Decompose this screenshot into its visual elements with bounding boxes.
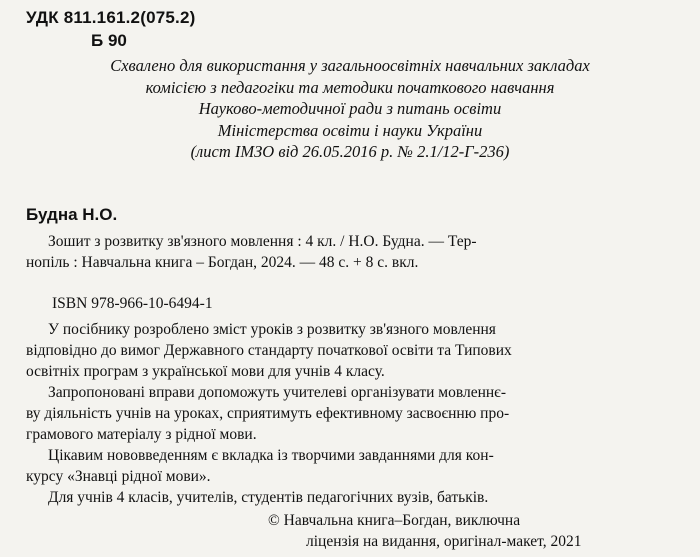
copyright-block [268, 510, 628, 552]
annotation-paragraph-1 [26, 319, 672, 382]
annotation-line: освітніх програм з української мови для учнів 4 класу. [26, 363, 385, 380]
annotation-line: Цікавим нововведенням є вкладка із творчими завданнями для кон- [48, 447, 494, 464]
annotation-paragraph-2 [26, 382, 672, 445]
annotation-line: відповідно до вимог Державного стандарту початкової освіти та Типових [26, 342, 512, 359]
approval-line: Міністерства освіти і науки України [217, 120, 483, 140]
isbn: ISBN 978-966-10-6494-1 [52, 295, 213, 312]
bbk-code: Б 90 [91, 31, 127, 50]
bib-line: нопіль : Навчальна книга – Богдан, 2024. — 48 с. + 8 с. вкл. [26, 254, 419, 271]
annotation-line: грамового матеріалу з рідної мови. [26, 426, 257, 443]
copyright-line: ліцензія на видання, оригінал-макет, 2021 [306, 533, 582, 550]
approval-block [0, 55, 700, 163]
approval-line: Схвалено для використання у загальноосвітніх навчальних закладах [110, 56, 590, 75]
annotation-line: курсу «Знавці рідної мови». [26, 468, 211, 485]
udc-code: УДК 811.161.2(075.2) [26, 8, 196, 27]
approval-line: (лист ІМЗО від 26.05.2016 р. № 2.1/12-Г-236) [190, 142, 510, 161]
annotation-line: У посібнику розроблено зміст уроків з розвитку зв'язного мовлення [48, 321, 496, 338]
copyright-line: © Навчальна книга–Богдан, виключна [268, 512, 521, 529]
approval-line: Науково-методичної ради з питань освіти [198, 99, 502, 118]
approval-line: комісією з педагогіки та методики початкового навчання [145, 77, 555, 97]
annotation-line: Для учнів 4 класів, учителів, студентів педагогічних вузів, батьків. [48, 489, 489, 506]
bibliographic-description [26, 231, 672, 273]
annotation-line: Запропоновані вправи допоможуть учителеві організувати мовленнє- [48, 384, 506, 401]
annotation-line: ву діяльність учнів на уроках, сприятимуть ефективному засвоєнню про- [26, 405, 510, 422]
annotation-paragraph-3 [26, 445, 672, 487]
author-heading: Будна Н.О. [26, 205, 118, 224]
annotation-paragraph-4 [26, 487, 672, 508]
bib-line: Зошит з розвитку зв'язного мовлення : 4 кл. / Н.О. Будна. — Тер- [48, 233, 477, 250]
